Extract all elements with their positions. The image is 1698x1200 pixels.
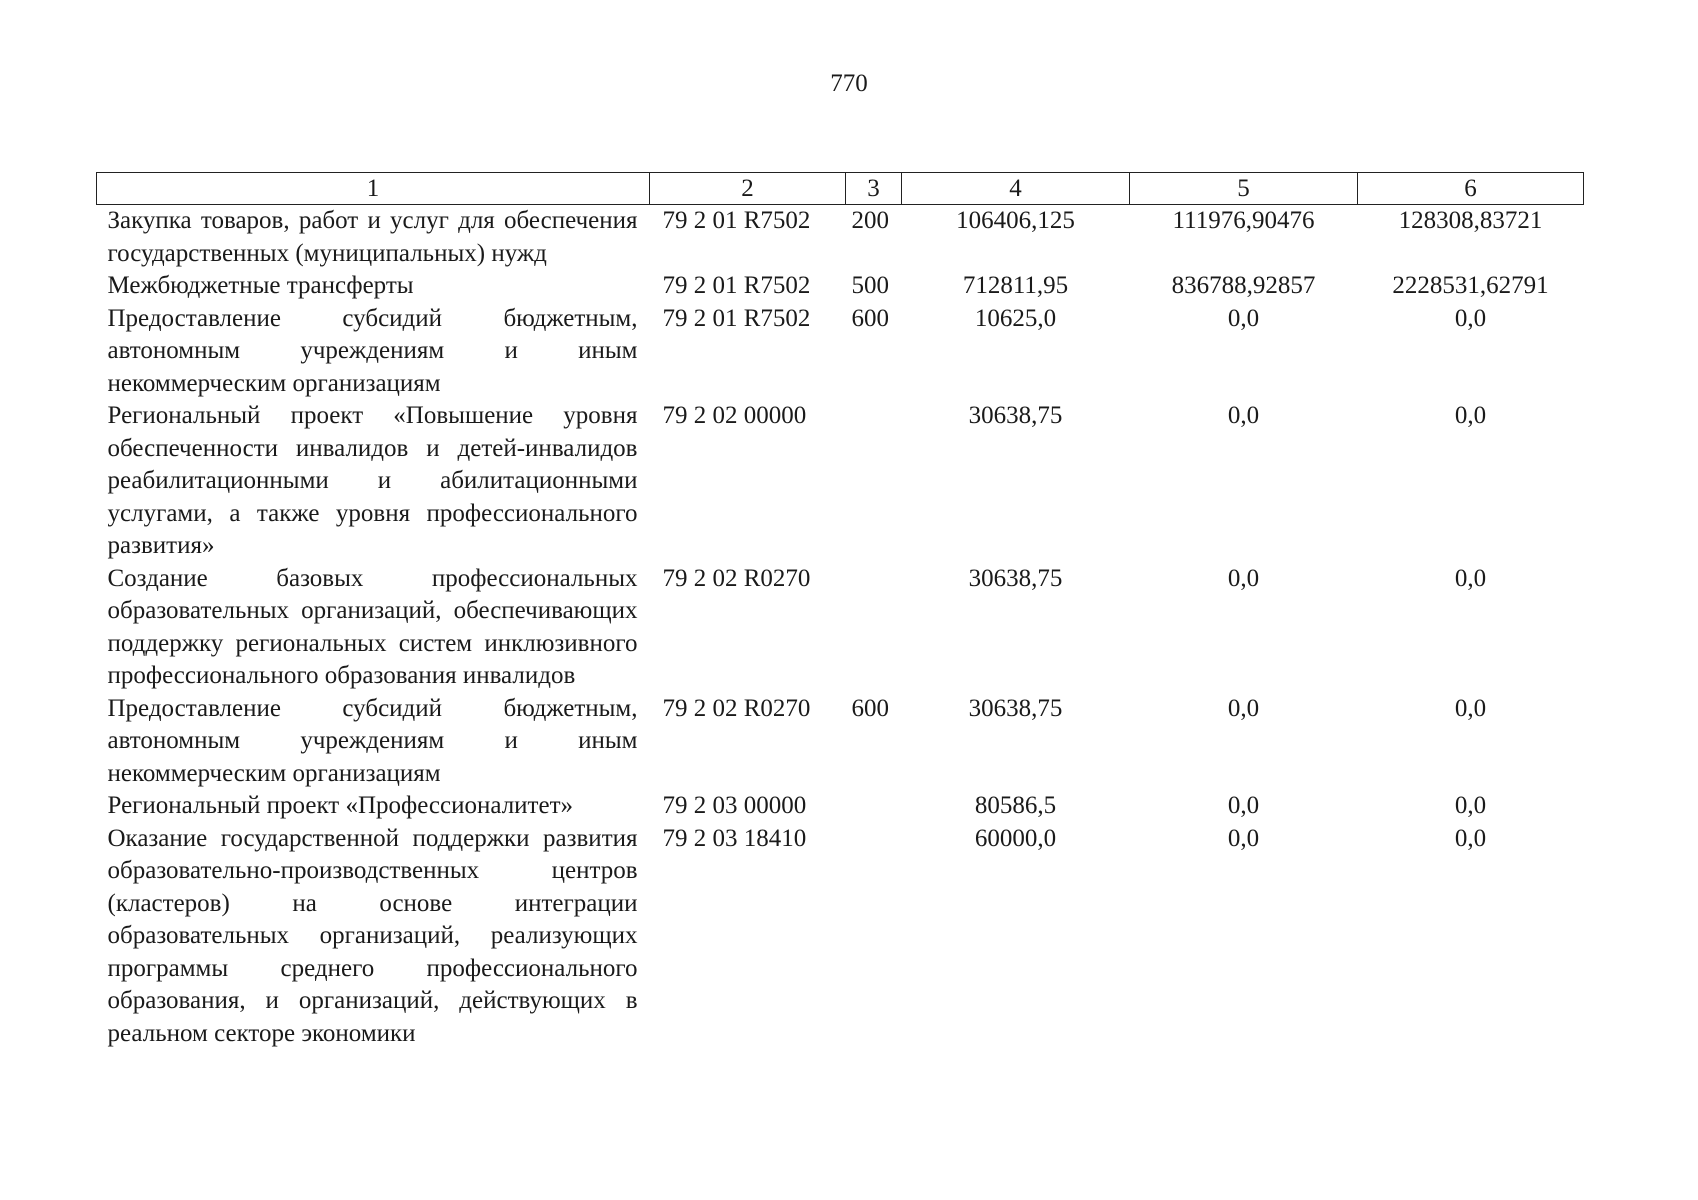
row-name: Закупка товаров, работ и услуг для обеспечения государственных (муниципальных) нужд bbox=[107, 207, 638, 267]
row-value-5: 0,0 bbox=[1227, 304, 1260, 332]
row-value-4: 30638,75 bbox=[968, 564, 1063, 592]
row-name: Предоставление субсидий бюджетным, автономным учреждениям и иным некоммерческим организациям bbox=[107, 694, 638, 787]
row-type: 600 bbox=[851, 694, 889, 722]
row-type: 600 bbox=[851, 304, 889, 332]
page-number: 770 bbox=[830, 70, 868, 97]
row-value-6: 128308,83721 bbox=[1398, 207, 1543, 234]
column-header-6: 6 bbox=[1358, 173, 1584, 205]
column-header-5: 5 bbox=[1130, 173, 1358, 205]
table-row bbox=[97, 823, 1584, 1051]
row-value-6: 0,0 bbox=[1454, 304, 1487, 332]
row-value-5: 111976,90476 bbox=[1172, 207, 1315, 234]
row-name: Региональный проект «Профессионалитет» bbox=[107, 792, 573, 819]
table-row bbox=[97, 790, 1584, 823]
row-code: 79 2 01 R7502 bbox=[662, 304, 811, 332]
table-row bbox=[97, 400, 1584, 563]
row-value-6: 2228531,62791 bbox=[1392, 272, 1549, 299]
row-name: Предоставление субсидий бюджетным, автономным учреждениям и иным некоммерческим организациям bbox=[107, 304, 638, 397]
row-value-4: 30638,75 bbox=[968, 694, 1063, 722]
column-header-1: 1 bbox=[97, 173, 650, 205]
row-value-5: 0,0 bbox=[1227, 694, 1260, 722]
row-code: 79 2 01 R7502 bbox=[662, 207, 811, 234]
table-row bbox=[97, 205, 1584, 271]
table-row bbox=[97, 270, 1584, 303]
row-value-4: 10625,0 bbox=[974, 304, 1057, 332]
table-row bbox=[97, 303, 1584, 401]
row-value-5: 0,0 bbox=[1227, 792, 1260, 819]
row-code: 79 2 03 00000 bbox=[662, 792, 807, 819]
row-value-6: 0,0 bbox=[1454, 402, 1487, 429]
row-name: Создание базовых профессиональных образовательных организаций, обеспечивающих поддержку региональных систем инклюзивного профессионального образования инвалидов bbox=[107, 564, 638, 689]
column-header-3: 3 bbox=[846, 173, 902, 205]
table-row bbox=[97, 693, 1584, 791]
row-type bbox=[846, 563, 902, 693]
row-type: 500 bbox=[851, 272, 889, 299]
row-type bbox=[846, 400, 902, 563]
row-value-4: 60000,0 bbox=[974, 824, 1057, 852]
row-type bbox=[846, 823, 902, 1051]
table-row bbox=[97, 563, 1584, 693]
row-type: 200 bbox=[851, 207, 889, 234]
row-code: 79 2 02 R0270 bbox=[662, 694, 811, 722]
budget-table bbox=[96, 172, 1584, 1050]
row-value-4: 30638,75 bbox=[968, 402, 1063, 429]
row-value-6: 0,0 bbox=[1454, 792, 1487, 819]
row-value-4: 106406,125 bbox=[956, 207, 1075, 234]
row-name: Региональный проект «Повышение уровня обеспеченности инвалидов и детей-инвалидов реабилитационными и абилитационными услугами, а также уровня профессионального развития» bbox=[107, 402, 638, 559]
row-code: 79 2 02 00000 bbox=[662, 402, 807, 429]
row-value-5: 0,0 bbox=[1227, 824, 1260, 852]
row-code: 79 2 03 18410 bbox=[662, 824, 807, 852]
row-value-4: 712811,95 bbox=[962, 272, 1069, 299]
row-name: Межбюджетные трансферты bbox=[107, 272, 414, 299]
header-row bbox=[97, 173, 1584, 205]
row-code: 79 2 01 R7502 bbox=[662, 272, 811, 299]
row-type bbox=[846, 790, 902, 823]
row-value-6: 0,0 bbox=[1454, 564, 1487, 592]
row-value-4: 80586,5 bbox=[974, 792, 1057, 819]
row-value-5: 836788,92857 bbox=[1171, 272, 1316, 299]
row-value-5: 0,0 bbox=[1227, 402, 1260, 429]
row-name: Оказание государственной поддержки развития образовательно-производственных центров (кластеров) на основе интеграции образовательных организаций, реализующих программы среднего профессионального образования, и организаций, действующих в реальном секторе экономики bbox=[107, 824, 638, 1047]
row-value-5: 0,0 bbox=[1227, 564, 1260, 592]
row-value-6: 0,0 bbox=[1454, 694, 1487, 722]
column-header-4: 4 bbox=[902, 173, 1130, 205]
row-value-6: 0,0 bbox=[1454, 824, 1487, 852]
row-code: 79 2 02 R0270 bbox=[662, 564, 811, 592]
column-header-2: 2 bbox=[650, 173, 846, 205]
